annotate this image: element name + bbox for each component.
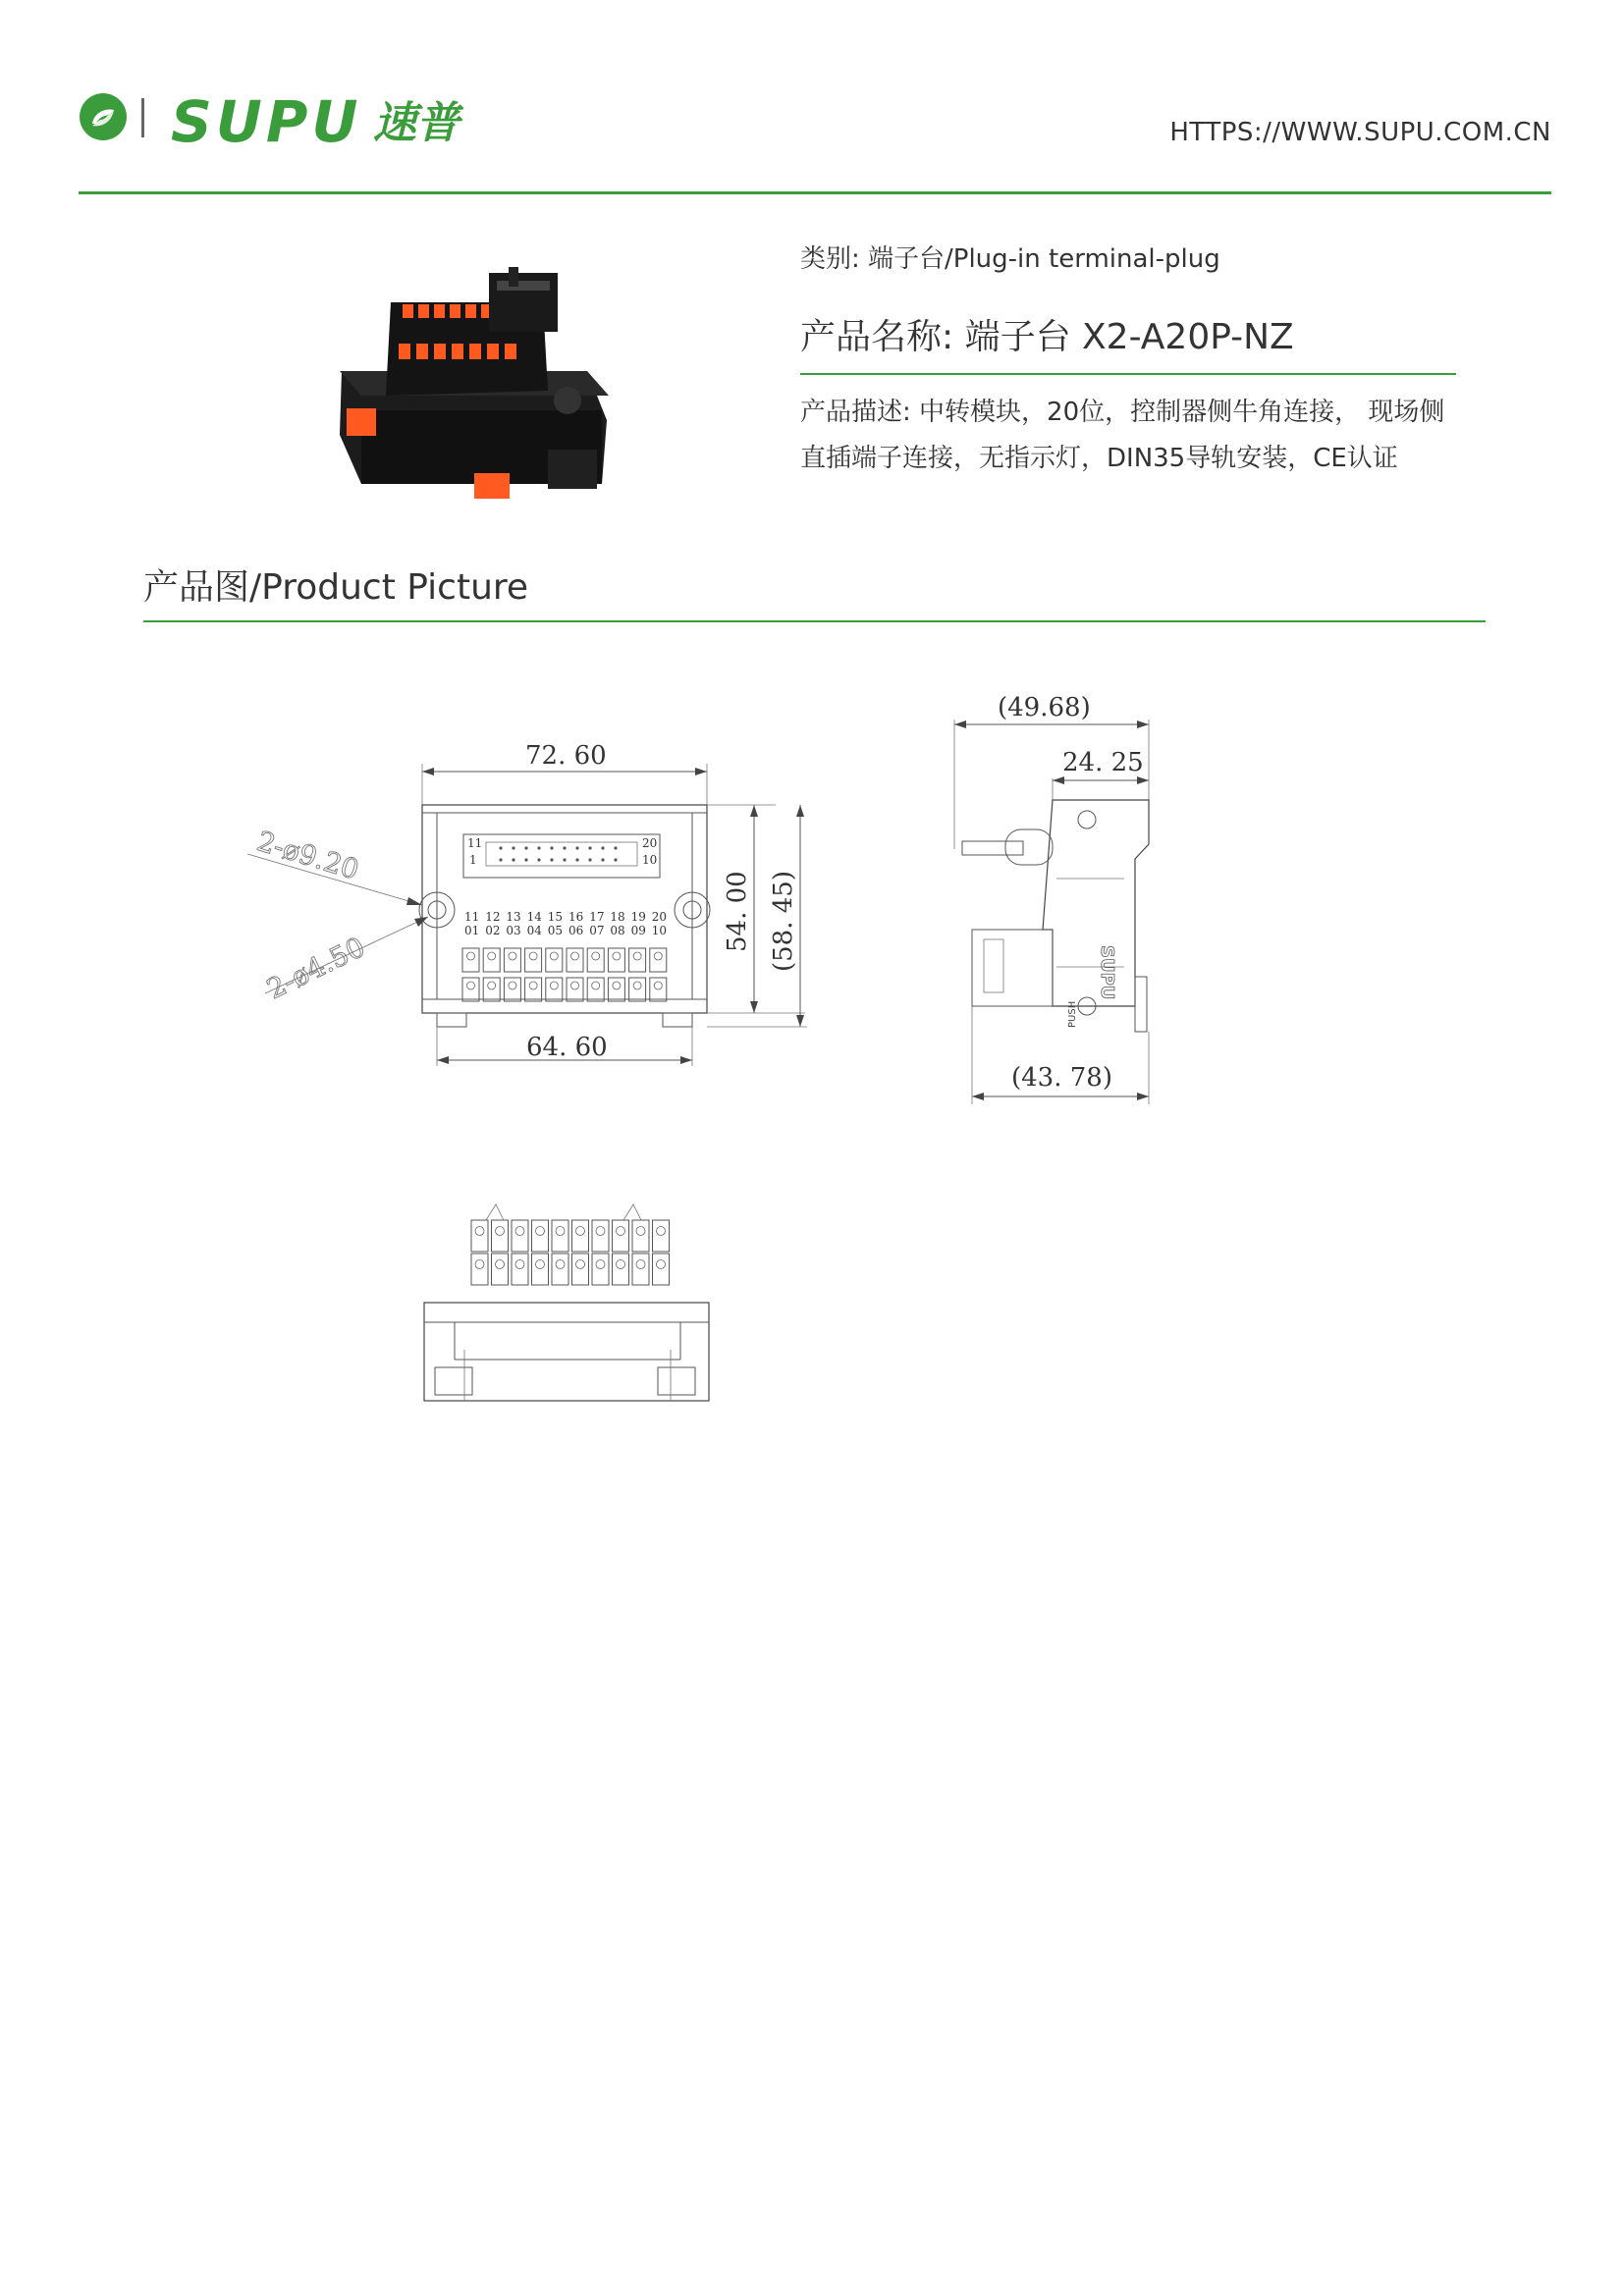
pin-label-top: 12	[485, 910, 501, 924]
terminal-screw	[654, 952, 662, 960]
terminal-screw	[509, 952, 516, 960]
bottom-terminal	[572, 1254, 589, 1285]
bottom-terminal-screw	[636, 1260, 645, 1269]
bottom-terminal	[552, 1254, 568, 1285]
bottom-terminal-screw	[596, 1260, 605, 1269]
terminal-screw	[613, 982, 621, 989]
bottom-terminal	[471, 1220, 488, 1252]
bottom-terminal	[512, 1220, 528, 1252]
bottom-terminal	[653, 1220, 670, 1252]
svg-text:20: 20	[642, 836, 658, 850]
bottom-terminal	[492, 1220, 509, 1252]
pin-label-bottom: 06	[568, 924, 584, 937]
bottom-terminal-screw	[515, 1260, 524, 1269]
svg-text:10: 10	[642, 853, 658, 867]
brand-latin: SUPU	[171, 90, 362, 155]
section-rule	[143, 620, 1486, 622]
pin-label-bottom: 02	[485, 924, 501, 937]
pin-label-bottom: 04	[526, 924, 542, 937]
pin-label-top: 15	[547, 910, 564, 924]
dim-width-partial: 24. 25	[1062, 748, 1144, 777]
svg-text:SUPU: SUPU	[1097, 945, 1117, 1000]
terminal-screw	[550, 982, 558, 989]
product-description	[800, 390, 1468, 482]
terminal-screw	[571, 952, 579, 960]
pin-label-bottom: 08	[610, 924, 625, 937]
brand-logo[interactable]	[77, 90, 499, 155]
terminal-screw	[592, 982, 600, 989]
bottom-terminal	[471, 1254, 488, 1285]
dim-overall-width: (49.68)	[998, 693, 1091, 722]
side-view-drawing	[933, 682, 1188, 1104]
pin-label-top: 20	[651, 910, 668, 924]
pin-label-top: 19	[630, 910, 646, 924]
pin-label-top: 18	[610, 910, 625, 924]
pin-label-top: 17	[589, 910, 605, 924]
bottom-terminal-screw	[576, 1227, 585, 1236]
bottom-view-drawing	[417, 1193, 722, 1409]
dim-depth: (43. 78)	[1011, 1063, 1112, 1093]
bottom-terminal	[492, 1254, 509, 1285]
bottom-terminal	[632, 1254, 649, 1285]
dim-width-top: 72. 60	[525, 741, 607, 771]
bottom-terminal	[532, 1254, 549, 1285]
pin-label-top: 16	[568, 910, 584, 924]
bottom-terminal-screw	[556, 1227, 565, 1236]
bottom-terminal	[632, 1220, 649, 1252]
bottom-terminal-screw	[475, 1260, 484, 1269]
pin-label-bottom: 01	[464, 924, 480, 937]
description-line-1: 产品描述: 中转模块，20位，控制器侧牛角连接， 现场侧	[800, 398, 1445, 427]
website-url[interactable]: HTTPS://WWW.SUPU.COM.CN	[1169, 118, 1551, 147]
product-category: 类别: 端子台/Plug-in terminal-plug	[800, 244, 1220, 274]
bottom-terminal-screw	[496, 1260, 505, 1269]
terminal-screw	[529, 952, 537, 960]
product-name: 产品名称: 端子台 X2-A20P-NZ	[800, 317, 1294, 357]
terminal-screw	[654, 982, 662, 989]
dim-height-inner: 54. 00	[723, 871, 752, 952]
terminal-screw	[509, 982, 516, 989]
section-title: 产品图/Product Picture	[143, 567, 529, 608]
bottom-terminal-screw	[556, 1260, 565, 1269]
description-line-2: 直插端子连接，无指示灯，DIN35导轨安装，CE认证	[800, 444, 1398, 473]
dim-height-outer: (58. 45)	[769, 871, 798, 972]
dim-width-bottom: 64. 60	[526, 1033, 608, 1062]
bottom-terminal	[532, 1220, 549, 1252]
svg-text:11: 11	[467, 836, 483, 850]
pin-label-top: 13	[506, 910, 521, 924]
pin-label-bottom: 03	[506, 924, 521, 937]
header-divider	[79, 191, 1551, 194]
bottom-terminal-screw	[596, 1227, 605, 1236]
bottom-terminal-screw	[475, 1227, 484, 1236]
terminal-screw	[592, 952, 600, 960]
terminal-screw	[633, 982, 641, 989]
product-name-rule	[800, 373, 1456, 375]
pin-label-top: 14	[526, 910, 542, 924]
terminal-screw	[571, 982, 579, 989]
bottom-terminal-screw	[515, 1227, 524, 1236]
bottom-terminal-screw	[536, 1227, 545, 1236]
terminal-screw	[467, 982, 475, 989]
dim-hole-large: 2-ø9.20	[252, 825, 363, 886]
bottom-terminal-screw	[617, 1227, 625, 1236]
front-view-drawing	[236, 687, 825, 1109]
bottom-terminal	[653, 1254, 670, 1285]
terminal-screw	[529, 982, 537, 989]
brand-cn: 速普	[373, 98, 460, 148]
bottom-terminal-screw	[617, 1260, 625, 1269]
push-label: PUSH	[1067, 1000, 1078, 1028]
pin-label-bottom: 05	[547, 924, 564, 937]
bottom-terminal	[552, 1220, 568, 1252]
bottom-terminal	[613, 1254, 629, 1285]
svg-text:1: 1	[469, 853, 477, 867]
bottom-terminal	[572, 1220, 589, 1252]
bottom-terminal-screw	[657, 1227, 666, 1236]
terminal-screw	[488, 982, 496, 989]
bottom-terminal-screw	[576, 1260, 585, 1269]
pin-label-bottom: 09	[630, 924, 646, 937]
bottom-terminal	[592, 1220, 609, 1252]
logo-mark-icon	[80, 93, 127, 140]
product-photo	[224, 263, 715, 520]
pin-label-bottom: 10	[651, 924, 668, 937]
bottom-terminal	[512, 1254, 528, 1285]
pin-label-top: 11	[464, 910, 480, 924]
bottom-terminal-screw	[496, 1227, 505, 1236]
terminal-screw	[550, 952, 558, 960]
pin-label-bottom: 07	[589, 924, 605, 937]
terminal-screw	[613, 952, 621, 960]
bottom-terminal	[592, 1254, 609, 1285]
terminal-screw	[467, 952, 475, 960]
terminal-screw	[488, 952, 496, 960]
bottom-terminal-screw	[657, 1260, 666, 1269]
bottom-terminal-screw	[636, 1227, 645, 1236]
bottom-terminal-screw	[536, 1260, 545, 1269]
dim-hole-small: 2-ø4.50	[261, 930, 370, 1006]
terminal-screw	[633, 952, 641, 960]
bottom-terminal	[613, 1220, 629, 1252]
